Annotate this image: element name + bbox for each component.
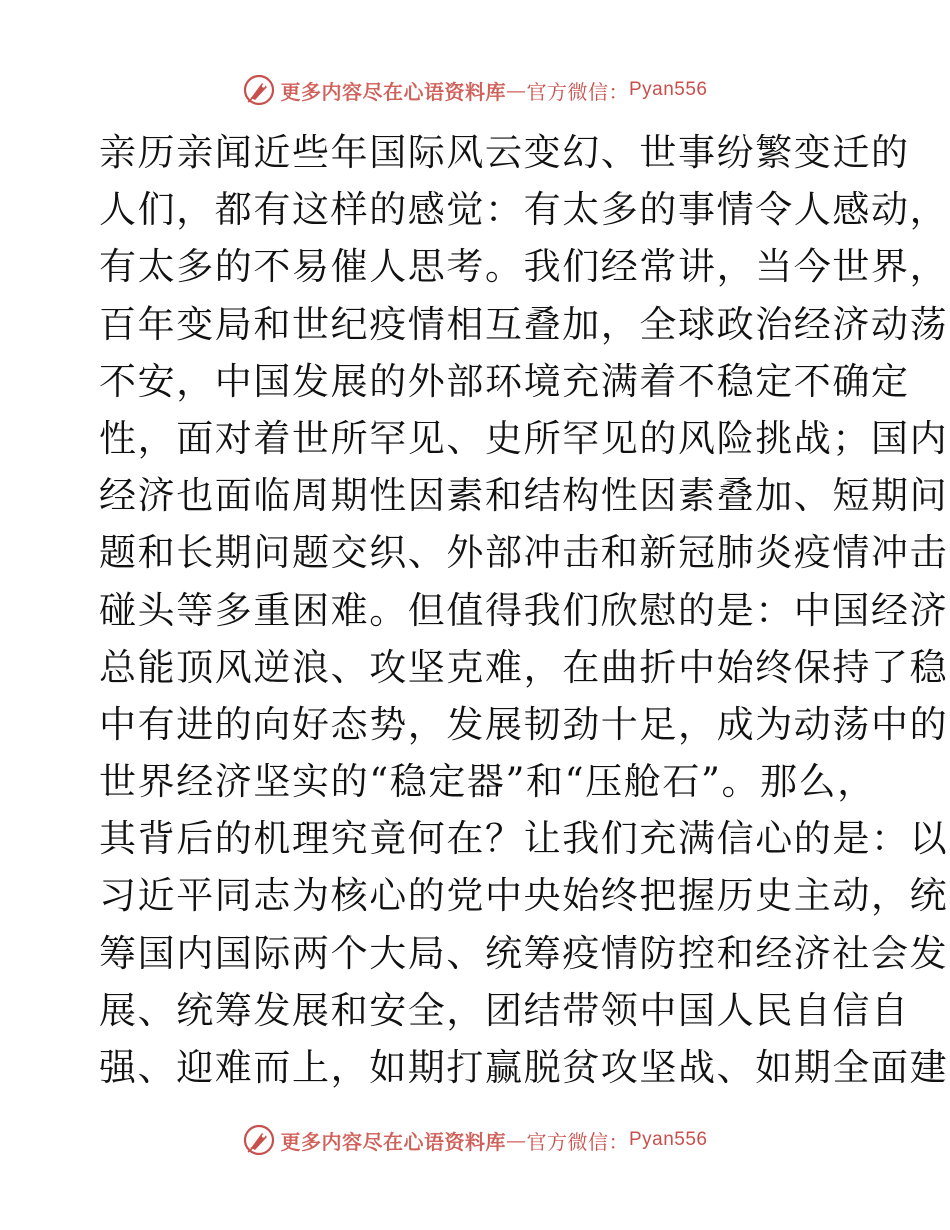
body-line: 世界经济坚实的“稳定器”和“压舱石”。那么， <box>99 760 876 804</box>
body-line: 碰头等多重困难。但值得我们欣慰的是：中国经济 <box>99 588 949 632</box>
watermark-label: 官方微信： <box>526 1129 629 1154</box>
body-line: 性，面对着世所罕见、史所罕见的风险挑战；国内 <box>99 416 949 460</box>
body-line: 展、统筹发展和安全，团结带领中国人民自信自 <box>99 988 910 1032</box>
body-line: 筹国内国际两个大局、统筹疫情防控和经济社会发 <box>99 931 949 975</box>
watermark-brand: 更多内容尽在心语资料库 <box>280 1129 506 1154</box>
document-body <box>99 124 949 1096</box>
body-line: 习近平同志为核心的党中央始终把握历史主动，统 <box>99 874 949 918</box>
body-line: 中有进的向好态势，发展韧劲十足，成为动荡中的 <box>99 702 949 746</box>
body-line: 经济也面临周期性因素和结构性因素叠加、短期问 <box>99 474 949 518</box>
body-line: 百年变局和世纪疫情相互叠加，全球政治经济动荡 <box>99 302 949 346</box>
body-line: 总能顶风逆浪、攻坚克难，在曲折中始终保持了稳 <box>99 645 949 689</box>
watermark-dash: — <box>505 1128 527 1152</box>
watermark-label: 官方微信： <box>526 79 629 104</box>
body-line: 亲历亲闻近些年国际风云变幻、世事纷繁变迁的 <box>99 131 910 174</box>
body-line: 人们，都有这样的感觉：有太多的事情令人感动， <box>99 188 949 232</box>
watermark-dash: — <box>505 78 527 102</box>
body-line: 不安，中国发展的外部环境充满着不稳定不确定 <box>99 359 910 403</box>
body-line: 有太多的不易催人思考。我们经常讲，当今世界， <box>99 245 949 289</box>
body-line: 强、迎难而上，如期打赢脱贫攻坚战、如期全面建 <box>99 1046 949 1089</box>
watermark-wechat-id: Pyan556 <box>628 79 708 100</box>
pen-nib-logo-icon <box>242 1123 276 1157</box>
footer-watermark <box>0 1120 950 1160</box>
watermark-wechat-id: Pyan556 <box>628 1129 708 1150</box>
pen-nib-logo-icon <box>242 73 276 107</box>
body-line: 题和长期问题交织、外部冲击和新冠肺炎疫情冲击 <box>99 531 949 575</box>
header-watermark <box>0 70 950 110</box>
watermark-brand: 更多内容尽在心语资料库 <box>280 79 506 104</box>
body-line: 其背后的机理究竟何在？让我们充满信心的是：以 <box>99 817 949 861</box>
